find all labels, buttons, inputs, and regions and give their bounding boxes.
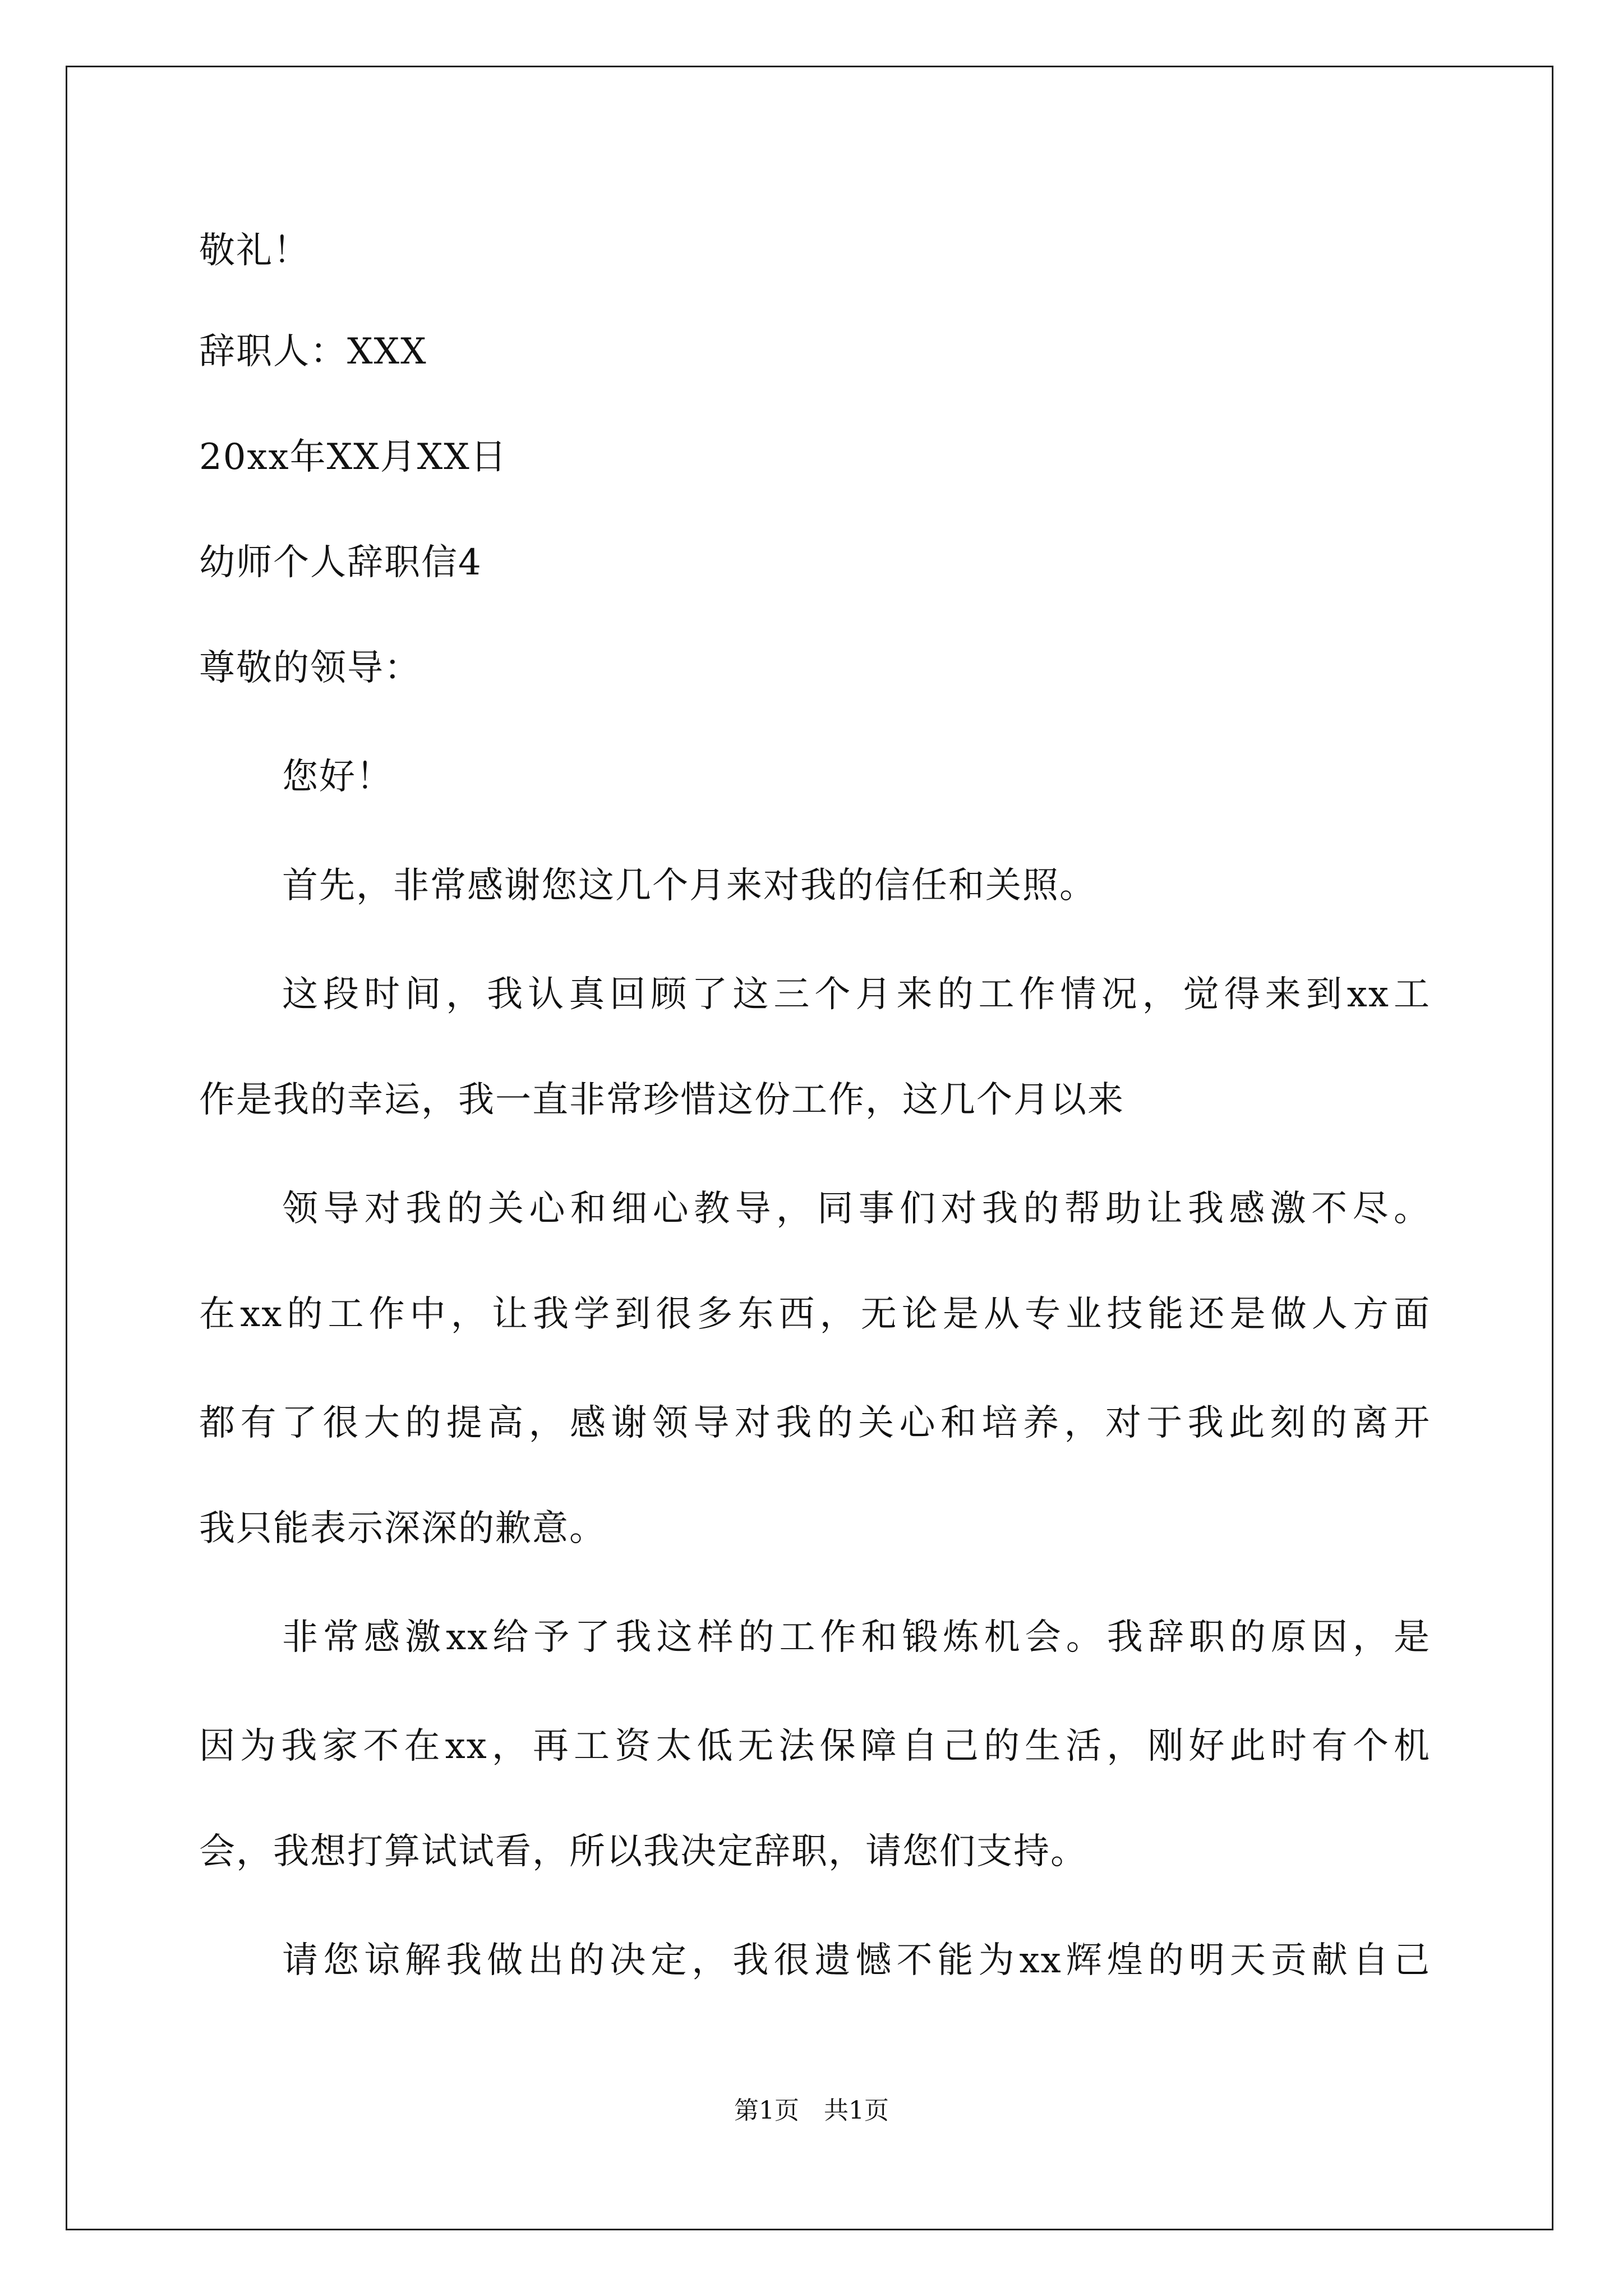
paragraph-line: 我只能表示深深的歉意。 — [199, 1508, 606, 1549]
paragraph-line: 领导对我的关心和细心教导，同事们对我的帮助让我感激不尽。 — [282, 1188, 1431, 1230]
paragraph-line: 首先，非常感谢您这几个月来对我的信任和关照。 — [282, 865, 1096, 907]
page-border — [66, 66, 1553, 2230]
closing-salutation: 敬礼！ — [199, 230, 310, 272]
paragraph-line: 这段时间，我认真回顾了这三个月来的工作情况，觉得来到xx工 — [282, 974, 1431, 1015]
letter-date: 20xx年XX月XX日 — [199, 436, 508, 478]
paragraph-line: 因为我家不在xx，再工资太低无法保障自己的生活，刚好此时有个机 — [199, 1726, 1431, 1767]
page-footer: 第1页 共1页 — [734, 2096, 889, 2125]
paragraph-line: 会，我想打算试试看，所以我决定辞职，请您们支持。 — [199, 1831, 1087, 1872]
paragraph-line: 请您谅解我做出的决定，我很遗憾不能为xx辉煌的明天贡献自己 — [282, 1940, 1431, 1981]
paragraph-line: 在xx的工作中，让我学到很多东西，无论是从专业技能还是做人方面 — [199, 1294, 1431, 1335]
letter-title: 幼师个人辞职信4 — [199, 542, 482, 583]
paragraph-line: 作是我的幸运，我一直非常珍惜这份工作，这几个月以来 — [199, 1079, 1124, 1121]
paragraph-line: 都有了很大的提高，感谢领导对我的关心和培养，对于我此刻的离开 — [199, 1402, 1431, 1444]
paragraph-line: 非常感激xx给予了我这样的工作和锻炼机会。我辞职的原因，是 — [282, 1617, 1431, 1658]
greeting-hello: 您好！ — [282, 756, 393, 798]
greeting-recipient: 尊敬的领导： — [199, 647, 421, 689]
resigner-name: 辞职人：XXX — [199, 331, 427, 372]
